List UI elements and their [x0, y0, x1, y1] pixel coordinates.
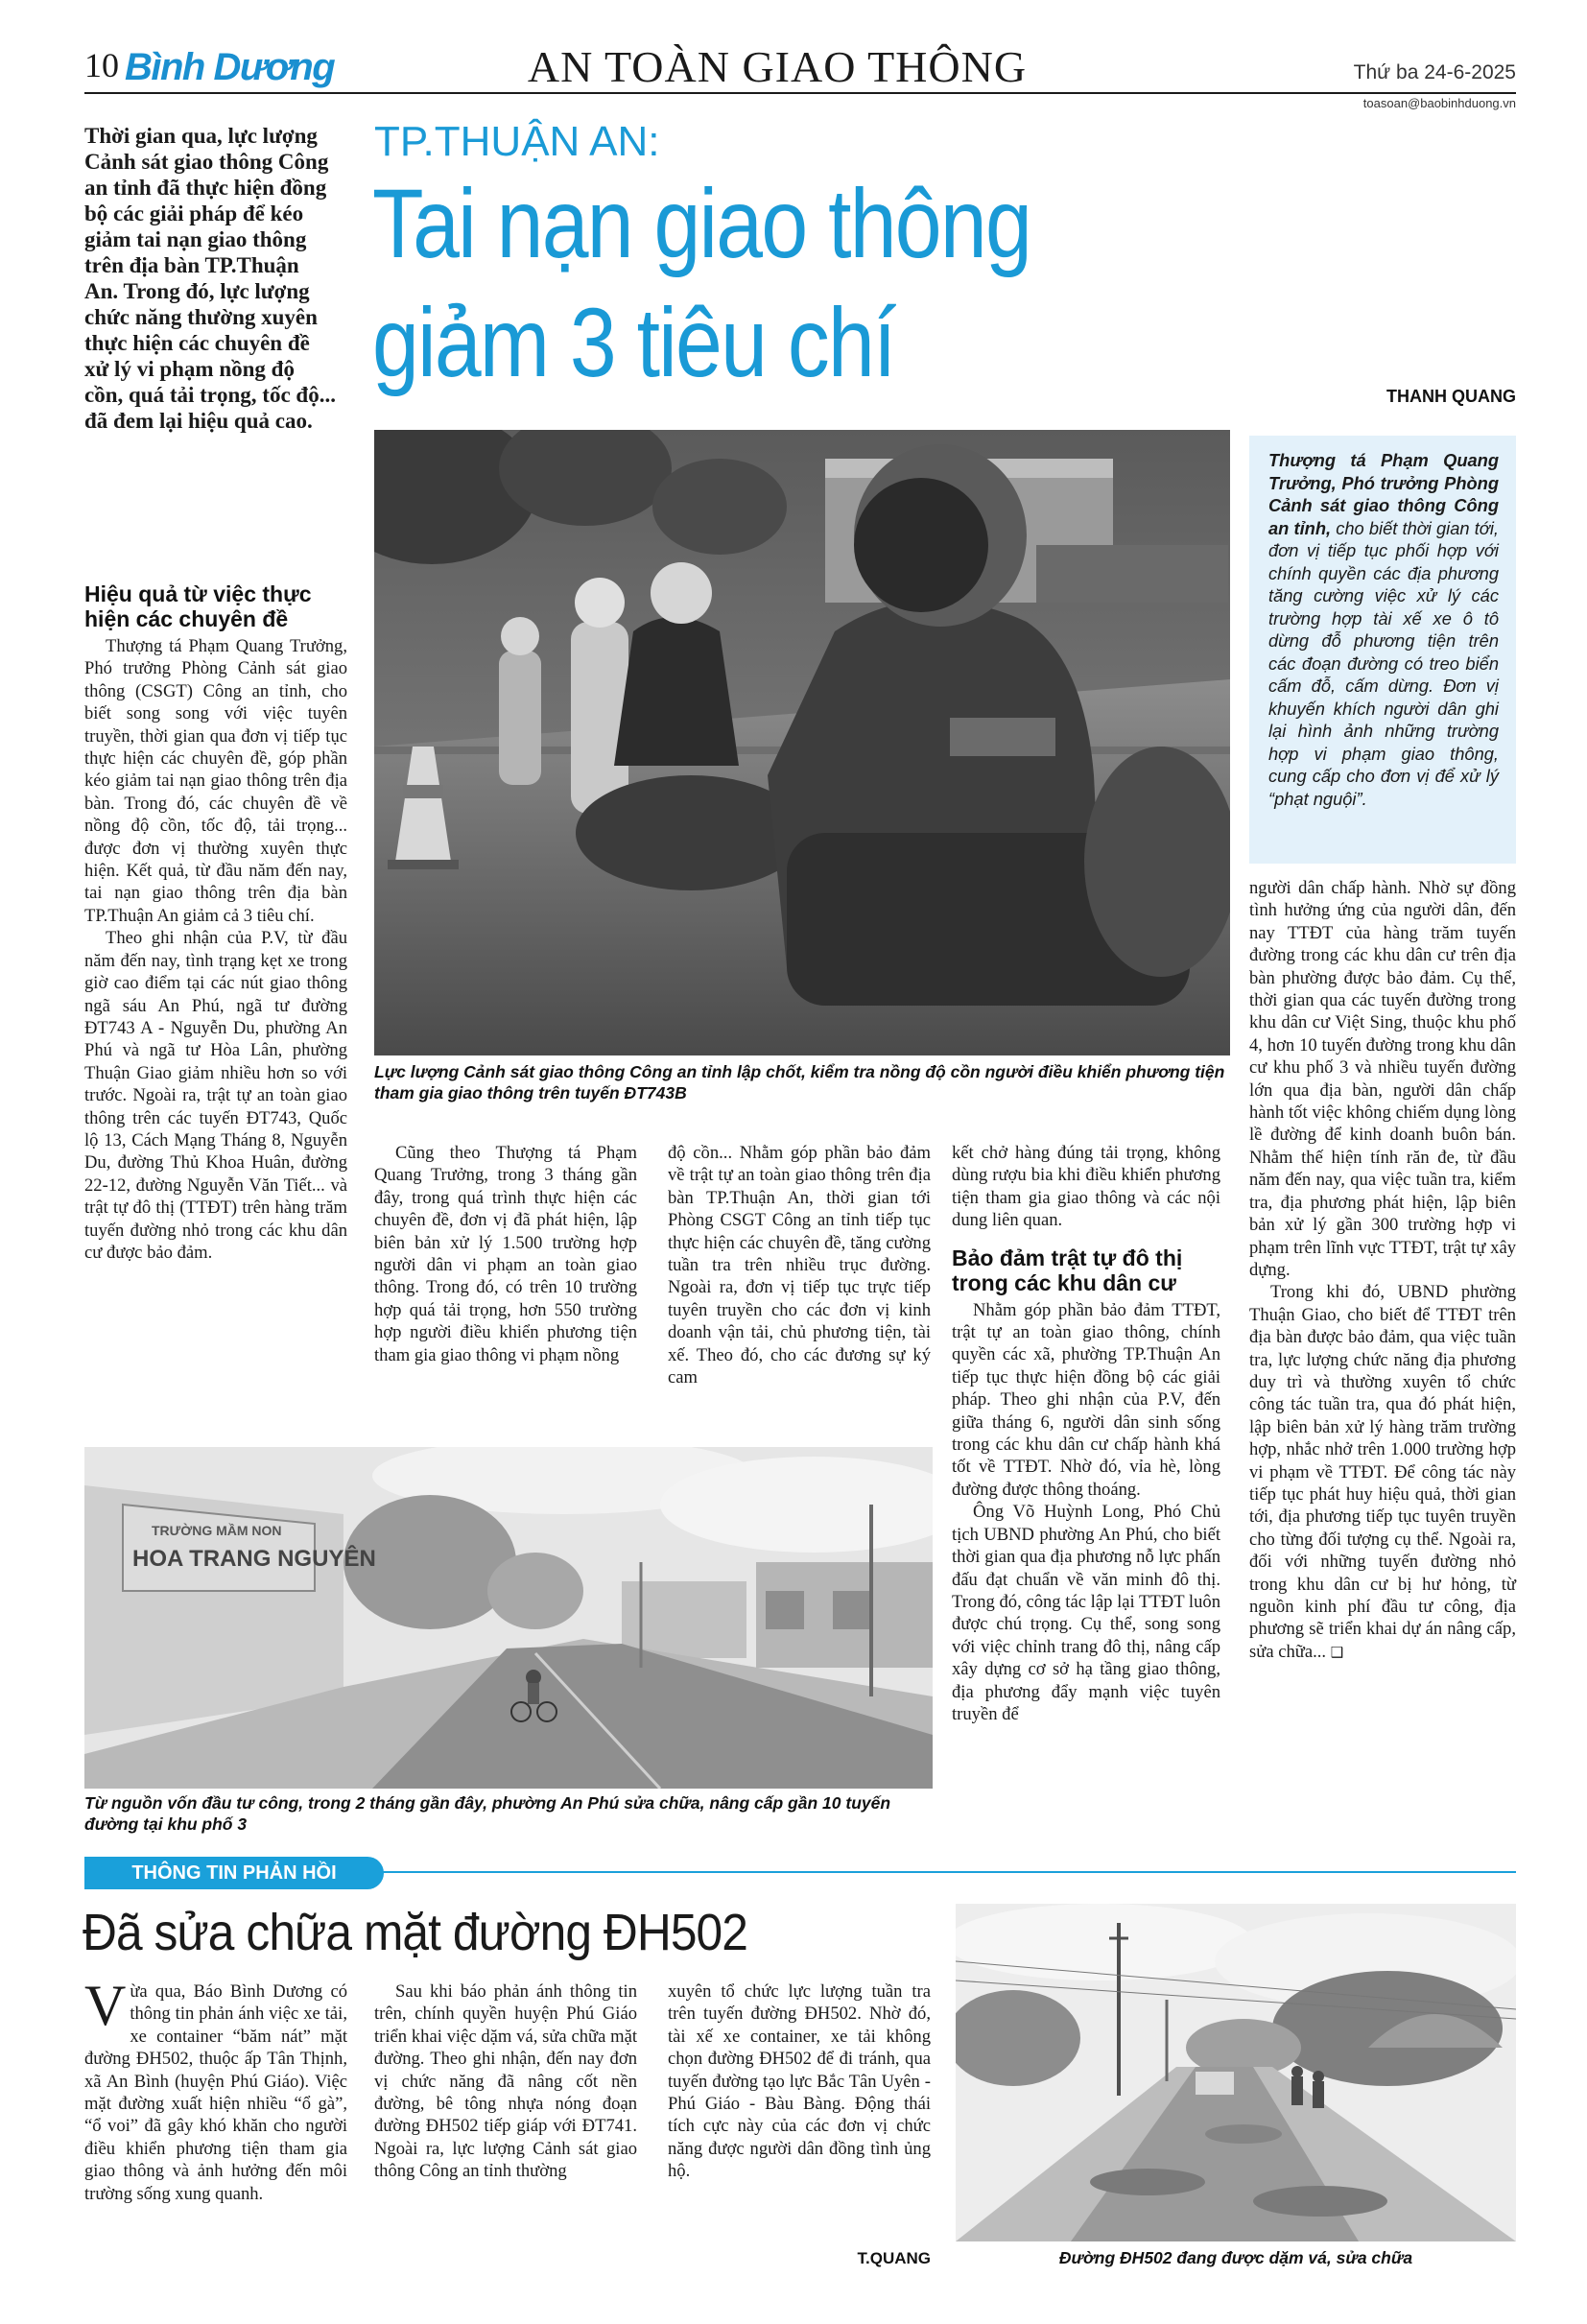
- feedback-column-2: [374, 1980, 637, 2183]
- checkpoint-photo-caption: Lực lượng Cảnh sát giao thông Công an tỉnh lập chốt, kiểm tra nồng độ cồn người điều khiển phương tiện tham gia giao thông trên tuyến ĐT743B: [374, 1062, 1225, 1103]
- article-lead: Thời gian qua, lực lượng Cảnh sát giao thông Công an tỉnh đã thực hiện đồng bộ các giải pháp để kéo giảm tai nạn giao thông trên địa bàn TP.Thuận An. Trong đó, lực lượng chức năng thường xuyên thực hiện các chuyên đề xử lý vi phạm nồng độ cồn, quá tải trọng, tốc độ... đã đem lại hiệu quả cao.: [84, 124, 336, 433]
- article-column-3: [668, 1142, 931, 1388]
- article-column-2: [374, 1142, 637, 1366]
- col2-paragraph-1: Cũng theo Thượng tá Phạm Quang Trưởng, trong 3 tháng gần đây, trong quá trình thực hiện các chuyên đề, đơn vị đã phát hiện, lập biên bản xử lý 1.500 trường hợp người dân vi phạm an toàn giao thông. Trong đó, có trên 10 trường hợp quá tải trọng, hơn 550 trường hợp người điều khiển phương tiện tham gia giao thông vi phạm nồng: [374, 1143, 637, 1365]
- street-photo-caption: Từ nguồn vốn đầu tư công, trong 2 tháng gần đây, phường An Phú sửa chữa, nâng cấp gần 10 tuyến đường tại khu phố 3: [84, 1793, 891, 1834]
- col1-paragraph-2: Theo ghi nhận của P.V, từ đầu năm đến nay, tình trạng kẹt xe trong giờ cao điểm tại các nút giao thông ngã sáu An Phú, ngã tư đường ĐT743 A - Nguyễn Du, phường An Phú và ngã tư Hòa Lân, phường Thuận Giao giảm nhiều hơn so với trước. Ngoài ra, trật tự an toàn giao thông trên các tuyến ĐT743, Quốc lộ 13, Cách Mạng Tháng 8, Nguyễn Du, đường Thủ Khoa Huân, đường 22-12, đường Nguyễn Văn Tiết... và trật tự đô thị (TTĐT) trên hàng trăm tuyến đường nhỏ trong các khu dân cư được bảo đảm.: [84, 928, 347, 1263]
- quote-body: cho biết thời gian tới, đơn vị tiếp tục phối hợp với chính quyền các địa phương tăng cường việc xử lý các trường hợp tài xế xe ô tô dừng đỗ phương tiện trên các đoạn đường có treo biển cấm đỗ, cấm dừng. Đơn vị khuyến khích người dân ghi lại hình ảnh những trường hợp vi phạm giao thông, cung cấp cho đơn vị để xử lý “phạt nguội”.: [1268, 517, 1499, 809]
- quote-box: [1249, 436, 1516, 864]
- feedback-col1-text: ừa qua, Báo Bình Dương có thông tin phản ánh việc xe tải, xe container “băm nát” mặt đường ĐH502, thuộc ấp Tân Thịnh, xã An Bình (huyện Phú Giáo). Việc mặt đường xuất hiện nhiều “ổ gà”, “ổ voi” đã gây khó khăn cho người điều khiển phương tiện tham gia giao thông và ảnh hưởng đến môi trường sống xung quanh.: [84, 1981, 347, 2204]
- article-column-5: [1249, 877, 1516, 1664]
- quote-speaker: Thượng tá Phạm Quang Trưởng, Phó trưởng Phòng Cảnh sát giao thông Công an tỉnh,: [1268, 450, 1499, 538]
- article-headline-line1: Tai nạn giao thông: [372, 169, 1031, 278]
- col4-paragraph-1: kết chở hàng đúng tải trọng, không dùng rượu bia khi điều khiển phương tiện tham gia giao thông và các nội dung liên quan.: [952, 1143, 1220, 1231]
- street-photo: [84, 1447, 933, 1789]
- article-byline: THANH QUANG: [1386, 387, 1516, 406]
- road-repair-photo: [956, 1904, 1516, 2241]
- col5-paragraph-2: [1249, 1281, 1516, 1664]
- kindergarten-sign-name: HOA TRANG NGUYÊN: [132, 1546, 376, 1572]
- subhead-trat-tu-do-thi: Bảo đảm trật tự đô thị trong các khu dân cư: [952, 1245, 1183, 1295]
- feedback-byline: T.QUANG: [857, 2249, 931, 2267]
- feedback-col1-paragraph: [84, 1974, 347, 2205]
- feedback-col3-paragraph: xuyên tổ chức lực lượng tuần tra trên tuyến đường ĐH502. Nhờ đó, tài xế xe container, xe tải không chọn đường ĐH502 để đi tránh, qua tuyến đường tạo lực Bắc Tân Uyên - Phú Giáo - Bàu Bàng. Động thái tích cực này của các đơn vị chức năng được người dân đồng tình ủng hộ.: [668, 1981, 931, 2182]
- quote-text: [1268, 449, 1499, 810]
- section-title: AN TOÀN GIAO THÔNG: [527, 42, 1028, 91]
- feedback-column-1: [84, 1974, 347, 2205]
- col3-paragraph-1: độ cồn... Nhằm góp phần bảo đảm về trật tự an toàn giao thông trên địa bàn TP.Thuận An, thời gian tới Phòng CSGT Công an tỉnh tiếp tục thực hiện các chuyên đề, tăng cường tuần tra trên nhiều trục đường. Ngoài ra, đơn vị tiếp tục trực tiếp tuyên truyền cho các đơn vị kinh doanh vận tải, chủ phương tiện, tài xế. Theo đó, cho các đương sự ký cam: [668, 1143, 931, 1388]
- article-column-4: [952, 1142, 1220, 1725]
- end-mark: ❑: [1330, 1643, 1344, 1661]
- subhead-chuyen-de: Hiệu quả từ việc thực hiện các chuyên đề: [84, 581, 312, 631]
- checkpoint-photo: [374, 430, 1230, 1055]
- page-number: 10: [84, 46, 119, 84]
- col4-paragraph-2: Nhằm góp phần bảo đảm TTĐT, trật tự an toàn giao thông, chính quyền các xã, phường TP.Thuận An tiếp tục thực hiện đồng bộ các giải pháp. Theo ghi nhận của P.V, đến giữa tháng 6, người dân sinh sống trong các khu dân cư chấp hành khá tốt về TTĐT. Nhờ đó, vỉa hè, lòng đường được thông thoáng.: [952, 1299, 1220, 1500]
- feedback-dropcap: V: [84, 1974, 127, 2037]
- col1-paragraph-1: Thượng tá Phạm Quang Trưởng, Phó trưởng Phòng Cảnh sát giao thông (CSGT) Công an tỉnh, cho biết song song với việc tuyên truyền, thời gian qua đơn vị tiếp tục thực hiện các chuyên đề, góp phần kéo giảm tai nạn giao thông trên địa bàn. Trong đó, các chuyên đề về nồng độ cồn, tốc độ, tải trọng... được đơn vị thường xuyên thực hiện. Kết quả, từ đầu năm đến nay, tai nạn giao thông trên địa bàn TP.Thuận An giảm cả 3 tiêu chí.: [84, 636, 347, 926]
- col5-paragraph-1: người dân chấp hành. Nhờ sự đồng tình hưởng ứng của người dân, đến nay TTĐT của hàng trăm tuyến đường trong các khu dân cư trên địa bàn phường được bảo đảm. Cụ thể, thời gian qua các tuyến đường trong khu dân cư Việt Sing, thuộc khu phố 4, hơn 10 tuyến đường trong khu dân cư khu phố 3 và nhiều tuyến đường lớn qua địa bàn, người dân chấp hành tốt việc không chiếm dụng lòng lề đường để kinh doanh buôn bán. Nhằm thế hiện tính răn đe, từ đầu năm đến nay, qua việc tuần tra, kiểm tra, địa phương phát hiện, lập biên bản xử lý gần 300 trường hợp vi phạm trên lĩnh vực TTĐT, trật tự xây dựng.: [1249, 878, 1516, 1280]
- article-column-1: [84, 580, 347, 1264]
- col5-paragraph-2-text: Trong khi đó, UBND phường Thuận Giao, cho biết để TTĐT trên địa bàn được bảo đảm, qua việc tuần tra, lực lượng chức năng địa phương duy trì và thường xuyên tổ chức công tác tuần tra, qua đó phát hiện, lập biên bản xử lý hàng trăm trường hợp, nhắc nhở trên 1.000 trường hợp vi phạm về TTĐT. Để công tác này tiếp tục phát huy hiệu quả, thời gian tới, địa phương tiếp tục tuyên truyền cho từng đối tượng cụ thể. Ngoài ra, đối với những tuyến đường nhỏ trong khu dân cư bị hư hỏng, từ nguồn kinh phí đầu tư công, địa phương sẽ triển khai dự án nâng cấp, sửa chữa...: [1249, 1282, 1516, 1662]
- article-kicker: TP.THUẬN AN:: [374, 118, 660, 165]
- feedback-label: THÔNG TIN PHẢN HỒI: [84, 1857, 384, 1889]
- feedback-column-3: [668, 1980, 931, 2183]
- newspaper-logo: Bình Dương: [125, 46, 335, 88]
- masthead-rule: [84, 92, 1516, 94]
- col4-paragraph-3: Ông Võ Huỳnh Long, Phó Chủ tịch UBND phường An Phú, cho biết thời gian qua địa phương nỗ lực phấn đấu đạt chuẩn về văn minh đô thị. Trong đó, công tác lập lại TTĐT luôn được chú trọng. Cụ thể, song song với việc chỉnh trang đô thị, nâng cấp xây dựng cơ sở hạ tầng giao thông, địa phương đẩy mạnh việc tuyên truyền để: [952, 1502, 1220, 1724]
- article-headline-line2: giảm 3 tiêu chí: [372, 288, 895, 397]
- road-repair-photo-caption: Đường ĐH502 đang được dặm vá, sửa chữa: [1058, 2248, 1413, 2267]
- contact-email: toasoan@baobinhduong.vn: [1362, 96, 1516, 110]
- kindergarten-sign-title: TRƯỜNG MẦM NON: [152, 1523, 282, 1538]
- feedback-headline: Đã sửa chữa mặt đường ĐH502: [83, 1904, 747, 1961]
- issue-date: Thứ ba 24-6-2025: [1353, 61, 1516, 83]
- feedback-col2-paragraph: Sau khi báo phản ánh thông tin trên, chính quyền huyện Phú Giáo triển khai việc dặm vá, sửa chữa mặt đường. Theo ghi nhận, đến nay đơn vị chức năng đã nâng cốt nền đường, bê tông nhựa nóng đoạn đường ĐH502 tiếp giáp với ĐT741. Ngoài ra, lực lượng Cảnh sát giao thông Công an tỉnh thường: [374, 1981, 637, 2182]
